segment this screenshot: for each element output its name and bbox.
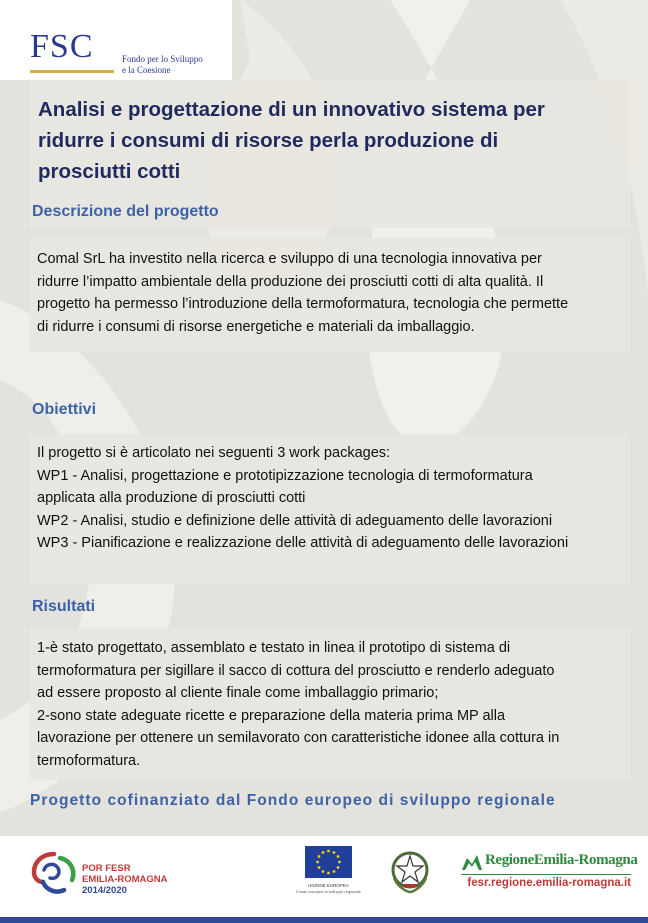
risultati-line: 2-sono state adeguate ricette e preparazione della materia prima MP alla [37,707,506,724]
footer-logos [0,836,648,923]
por-fesr-swirl-icon [30,848,80,898]
por-fesr-line: POR FESR [82,863,131,874]
title-line: prosciutti cotti [38,160,181,183]
eu-stars-icon [305,846,352,878]
title-line: ridurre i consumi di risorse perla produzione di [38,129,499,152]
por-fesr-logo [30,848,200,898]
obiettivi-heading: Obiettivi [32,401,97,418]
obiettivi-line: applicata alla produzione di prosciutti cotti [37,490,306,506]
regione-mark-icon [461,852,483,872]
descrizione-line: di ridurre i consumi di risorse energetiche e materiali da imballaggio. [37,318,475,335]
risultati-line: lavorazione per ottenere un semilavorato con caratteristiche idonee alla cottura in [37,730,560,746]
risultati-text [37,637,627,772]
descrizione-panel [30,238,630,352]
risultati-panel [30,628,630,780]
project-title [38,94,613,187]
risultati-heading: Risultati [32,598,96,615]
obiettivi-line: WP1 - Analisi, progettazione e prototipizzazione tecnologia di termoformatura [37,467,533,484]
descrizione-text [37,248,627,338]
descrizione-heading: Descrizione del progetto [32,203,219,220]
title-line: Analisi e progettazione di un innovativo sistema per [38,98,545,121]
fsc-logo-subtitle [122,54,203,76]
regione-rule [461,874,631,875]
cofinanziamento-text: Progetto cofinanziato dal Fondo europeo di sviluppo regionale [30,792,556,809]
italian-republic-emblem-icon [388,848,432,894]
fsc-logo-text: FSC [30,28,94,65]
regione-url: fesr.regione.emilia-romagna.it [467,877,631,889]
regione-name: RegioneEmilia-Romagna [485,852,638,868]
descrizione-line: progetto ha permesso l’introduzione della termoformatura, tecnologia che permette [37,296,569,312]
risultati-line: termoformatura. [37,752,141,769]
eu-flag-icon [305,846,352,878]
fsc-logo-rule [30,70,114,73]
footer-bar [0,917,648,923]
eu-caption-sub: Fondo europeo di sviluppo regionale [296,889,361,894]
risultati-line: termoformatura per sigillare il sacco di cottura del prosciutto e renderlo adeguato [37,662,555,679]
obiettivi-panel [30,434,630,584]
por-fesr-text [82,863,168,896]
fsc-subtitle-line: e la Coesione [122,65,171,75]
risultati-line: 1-è stato progettato, assemblato e testato in linea il prototipo di sistema di [37,640,511,656]
obiettivi-line: Il progetto si è articolato nei seguenti 3 work packages: [37,445,391,461]
descrizione-line: ridurre l’impatto ambientale della produzione dei prosciutti cotti di alta qualità. Il [37,273,544,290]
regione-emilia-romagna-logo [459,850,638,894]
por-fesr-line: 2014/2020 [82,885,127,896]
eu-logo [286,846,371,900]
eu-caption: UNIONE EUROPEA [308,883,349,888]
obiettivi-line: WP2 - Analisi, studio e definizione delle attività di adeguamento delle lavorazioni [37,512,553,529]
por-fesr-line: EMILIA-ROMAGNA [82,874,168,885]
obiettivi-text [37,442,627,555]
fsc-logo [0,0,232,80]
fsc-subtitle-line: Fondo per lo Sviluppo [122,54,203,64]
risultati-line: ad essere proposto al cliente finale come imballaggio primario; [37,685,439,701]
descrizione-line: Comal SrL ha investito nella ricerca e sviluppo di una tecnologia innovativa per [37,251,542,267]
obiettivi-line: WP3 - Pianificazione e realizzazione delle attività di adeguamento delle lavorazioni [37,535,569,551]
